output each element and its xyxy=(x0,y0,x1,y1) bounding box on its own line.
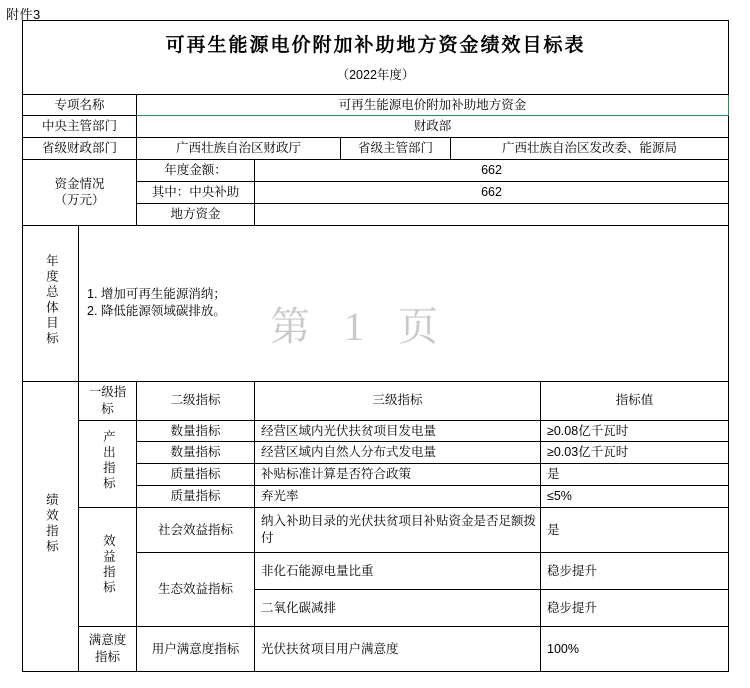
funds-label-line1: 资金情况 xyxy=(54,176,105,191)
special-fund-label: 专项名称 xyxy=(23,94,137,116)
document-title: 可再生能源电价附加补助地方资金绩效目标表 xyxy=(165,35,586,56)
performance-label: 绩效指标 xyxy=(23,381,79,671)
funds-label xyxy=(23,160,137,226)
funds-row-value: 662 xyxy=(255,182,729,204)
funds-row-name: 年度金额： xyxy=(137,160,255,182)
level3-label: 非化石能源电量比重 xyxy=(255,553,541,590)
level3-label: 补贴标准计算是否符合政策 xyxy=(255,464,541,486)
level3-label: 纳入补助目录的光伏扶贫项目补贴资金是否足额拨付 xyxy=(255,508,541,553)
column-header-level2: 二级指标 xyxy=(137,381,255,420)
column-header-value: 指标值 xyxy=(541,381,729,420)
page-watermark: 第 1 页 xyxy=(270,304,450,349)
level2-label: 社会效益指标 xyxy=(137,508,255,553)
annual-goal-label: 年度总体目标 xyxy=(23,225,79,381)
column-header-level1: 一级指标 xyxy=(79,381,137,420)
level1-satisfaction: 满意度指标 xyxy=(79,627,137,672)
column-header-level3: 三级指标 xyxy=(255,381,541,420)
indicator-value: 稳步提升 xyxy=(541,590,729,627)
provincial-finance-value: 广西壮族自治区财政厅 xyxy=(137,138,341,160)
level2-label: 用户满意度指标 xyxy=(137,627,255,672)
level3-label: 经营区域内自然人分布式发电量 xyxy=(255,442,541,464)
document-subtitle: （2022年度） xyxy=(23,65,729,94)
level3-label: 经营区域内光伏扶贫项目发电量 xyxy=(255,420,541,442)
indicator-value: 是 xyxy=(541,508,729,553)
annual-goal-line1: 1. 增加可再生能源消纳； xyxy=(87,287,226,302)
performance-goal-table xyxy=(22,20,729,672)
annual-goal-line2: 2. 降低能源领域碳排放。 xyxy=(87,304,226,319)
funds-label-line2: （万元） xyxy=(54,193,105,208)
funds-row-value xyxy=(255,203,729,225)
level3-label: 二氧化碳减排 xyxy=(255,590,541,627)
indicator-value: ≥0.08亿千瓦时 xyxy=(541,420,729,442)
indicator-value: 100% xyxy=(541,627,729,672)
level2-label: 生态效益指标 xyxy=(137,553,255,627)
level3-label: 弃光率 xyxy=(255,486,541,508)
level3-label: 光伏扶贫项目用户满意度 xyxy=(255,627,541,672)
level1-benefit: 效益指标 xyxy=(79,508,137,627)
provincial-finance-label: 省级财政部门 xyxy=(23,138,137,160)
funds-row-value: 662 xyxy=(255,160,729,182)
level2-label: 数量指标 xyxy=(137,442,255,464)
level1-output: 产出指标 xyxy=(79,420,137,508)
indicator-value: ≤5% xyxy=(541,486,729,508)
document-title-cell xyxy=(23,21,729,65)
level2-label: 质量指标 xyxy=(137,486,255,508)
indicator-value: ≥0.03亿千瓦时 xyxy=(541,442,729,464)
annual-goal-content xyxy=(79,225,729,381)
indicator-value: 是 xyxy=(541,464,729,486)
funds-row-name: 其中：中央补助 xyxy=(137,182,255,204)
attachment-label: 附件3 xyxy=(6,7,41,22)
indicator-value: 稳步提升 xyxy=(541,553,729,590)
provincial-dept-label: 省级主管部门 xyxy=(341,138,451,160)
level2-label: 质量指标 xyxy=(137,464,255,486)
provincial-dept-value: 广西壮族自治区发改委、能源局 xyxy=(451,138,729,160)
special-fund-value: 可再生能源电价附加补助地方资金 xyxy=(137,94,729,116)
central-dept-label: 中央主管部门 xyxy=(23,116,137,138)
level2-label: 数量指标 xyxy=(137,420,255,442)
funds-row-name: 地方资金 xyxy=(137,203,255,225)
central-dept-value: 财政部 xyxy=(137,116,729,138)
